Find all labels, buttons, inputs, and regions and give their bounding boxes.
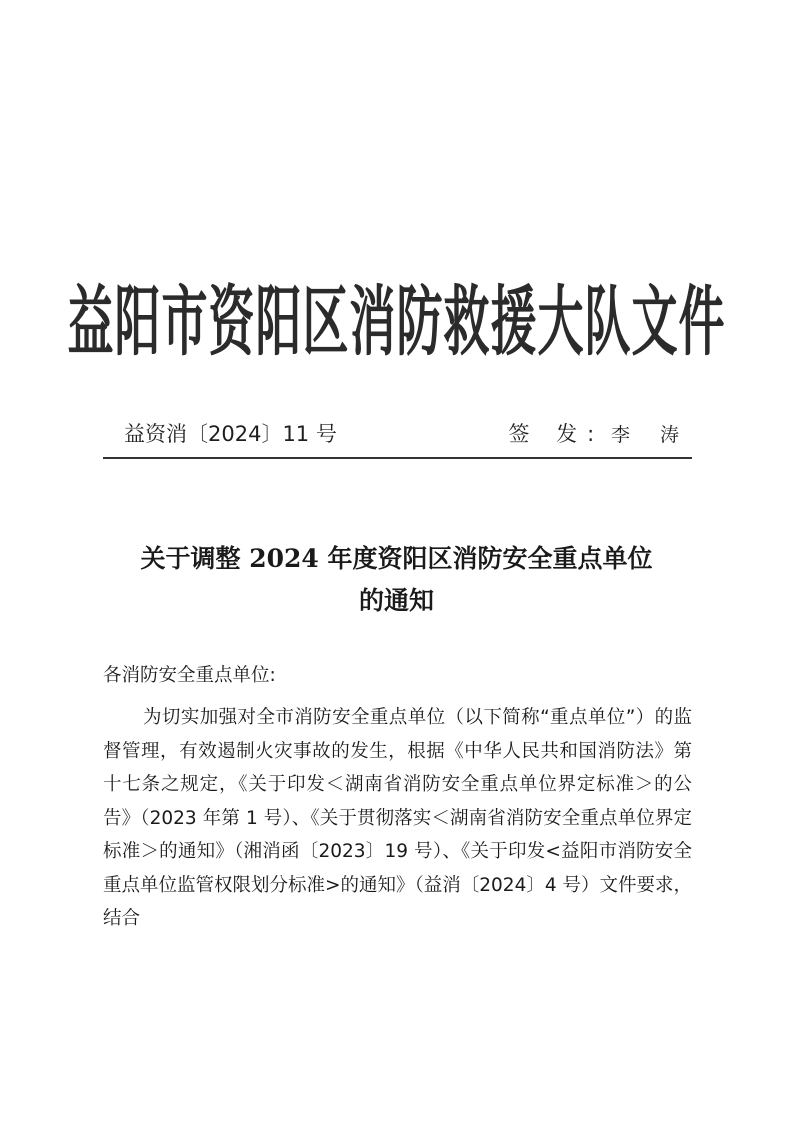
sign-name: 李 涛 <box>610 424 691 446</box>
notice-title-line-2: 的通知 <box>358 586 434 615</box>
body-paragraph: 为切实加强对全市消防安全重点单位（以下简称“重点单位”）的监督管理，有效遏制火灾事故的发生，根据《中华人民共和国消防法》第十七条之规定，《关于印发＜湖南省消防安全重点单位界定标准＞的公告》（2023 年第 1 号）、《关于贯彻落实＜湖南省消防安全重点单位界定标准＞的通知》（湘消函〔2023〕19 号）、《关于印发<益阳市消防安全重点单位监管权限划分标准>的通知》（益消〔2024〕4 号）文件要求，结合 <box>103 707 692 929</box>
agency-title: 益阳市资阳区消防救援大队文件 <box>67 276 726 366</box>
header-divider <box>103 457 692 459</box>
signer-block <box>509 418 692 448</box>
notice-title <box>90 538 703 622</box>
sign-label: 签 发: <box>508 422 605 446</box>
salutation: 各消防安全重点单位: <box>103 665 276 686</box>
document-number: 益资消〔2024〕11 号 <box>124 422 337 446</box>
notice-title-line-1: 关于调整 2024 年度资阳区消防安全重点单位 <box>140 544 653 573</box>
